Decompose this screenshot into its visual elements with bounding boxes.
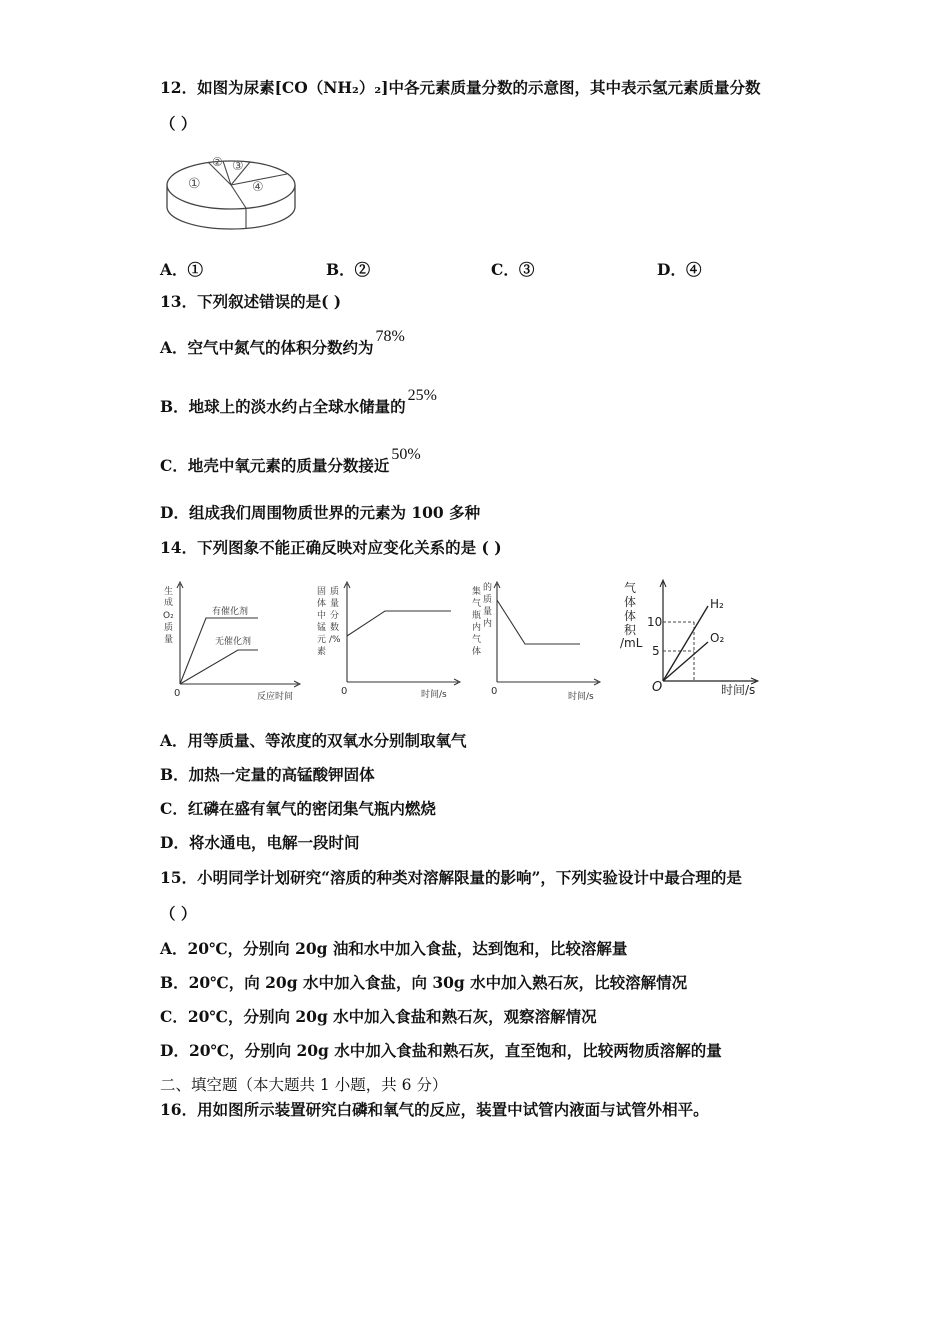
graph-b-ylabel1-1: 固 <box>317 587 327 597</box>
graph-b-origin: 0 <box>341 686 348 697</box>
graph-c-ylabel1-3: 瓶 <box>472 611 482 621</box>
q13-stem: 13．下列叙述错误的是( ) <box>160 292 342 311</box>
graph-d-origin: O <box>652 680 663 695</box>
q15-option-d: D．20℃，分别向 20g 水中加入食盐和熟石灰，直至饱和，比较两物质溶解的量 <box>160 1041 722 1060</box>
graph-b-ylabel2-5: /% <box>329 635 341 645</box>
graph-c-ylabel1-5: 气 <box>472 635 482 645</box>
q13-option-a-text: A．空气中氮气的体积分数约为 <box>160 338 374 357</box>
graph-b-ylabel1-5: 元 <box>317 635 327 645</box>
q14-graph-b <box>315 578 465 703</box>
q13-option-d: D．组成我们周围物质世界的元素为 100 多种 <box>160 503 481 522</box>
graph-b-ylabel2-6: 素 <box>317 647 327 657</box>
pie-label-3: ③ <box>232 159 244 174</box>
graph-d-ylabel-2: 体 <box>624 595 637 609</box>
q15-paren: （ ） <box>160 904 197 923</box>
q13-option-b <box>160 387 437 418</box>
q14-graph-d <box>618 576 778 706</box>
graph-a-ylabel-5: 量 <box>164 635 174 645</box>
graph-b-ylabel1-3: 中 <box>317 611 327 621</box>
q14-option-d: D．将水通电，电解一段时间 <box>160 833 360 852</box>
pie-label-1: ① <box>188 176 201 192</box>
q14-stem: 14．下列图象不能正确反映对应变化关系的是 ( ) <box>160 538 502 557</box>
graph-b-ylabel2-1: 质 <box>330 587 340 597</box>
graph-d-o2-label: O₂ <box>710 631 725 645</box>
graph-d-ylabel-3: 体 <box>624 609 637 623</box>
graph-b-xlabel: 时间/s <box>421 690 447 700</box>
graph-d-tick-10: 10 <box>647 615 663 629</box>
q13-option-b-value: 25% <box>407 387 437 404</box>
pie-label-4: ④ <box>252 180 264 195</box>
graph-b-ylabel1-2: 体 <box>317 599 327 609</box>
graph-a-curve2-label: 无催化剂 <box>215 637 252 647</box>
graph-c-ylabel1-1: 集 <box>472 587 482 597</box>
q12-stem: 12．如图为尿素[CO（NH₂）₂]中各元素质量分数的示意图，其中表示氢元素质量分数 <box>160 78 761 97</box>
graph-c-ylabel1-6: 体 <box>472 647 482 657</box>
q12-option-c: C．③ <box>491 260 535 279</box>
q12-paren: （ ） <box>160 114 197 133</box>
graph-c-ylabel2-3: 量 <box>483 607 493 617</box>
graph-c-ylabel2-4: 内 <box>483 619 493 629</box>
graph-d-ylabel-4: 积 <box>624 623 637 637</box>
q13-option-b-text: B．地球上的淡水约占全球水储量的 <box>160 397 406 416</box>
q13-option-a-value: 78% <box>375 328 405 345</box>
q13-option-a <box>160 328 405 359</box>
q14-option-c: C．红磷在盛有氧气的密闭集气瓶内燃烧 <box>160 799 436 818</box>
graph-b-ylabel2-2: 量 <box>330 599 340 609</box>
q13-option-c-text: C．地壳中氧元素的质量分数接近 <box>160 456 390 475</box>
graph-c-ylabel2-2: 质 <box>483 595 493 605</box>
q12-pie-figure <box>160 145 305 235</box>
graph-c-xlabel: 时间/s <box>568 692 594 702</box>
q12-option-a: A．① <box>160 260 204 279</box>
q15-option-c: C．20℃，分别向 20g 水中加入食盐和熟石灰，观察溶解情况 <box>160 1007 597 1026</box>
q14-option-b: B．加热一定量的高锰酸钾固体 <box>160 765 375 784</box>
graph-b-ylabel2-3: 分 <box>330 611 340 621</box>
graph-c-origin: 0 <box>491 686 498 697</box>
graph-a-origin: 0 <box>174 688 181 699</box>
q13-option-c-value: 50% <box>391 446 421 463</box>
graph-d-tick-5: 5 <box>652 644 660 658</box>
q12-option-d: D．④ <box>657 260 702 279</box>
section2-heading: 二、填空题（本大题共 1 小题，共 6 分） <box>160 1076 448 1094</box>
graph-d-h2-label: H₂ <box>710 597 724 611</box>
q14-option-a: A．用等质量、等浓度的双氧水分别制取氧气 <box>160 731 467 750</box>
q15-option-b: B．20℃，向 20g 水中加入食盐，向 30g 水中加入熟石灰，比较溶解情况 <box>160 973 688 992</box>
graph-c-ylabel1-2: 气 <box>472 599 482 609</box>
q12-option-b: B．② <box>326 260 371 279</box>
q14-graph-c <box>470 578 605 703</box>
graph-d-xlabel: 时间/s <box>721 683 756 697</box>
q16-stem: 16．用如图所示装置研究白磷和氧气的反应，装置中试管内液面与试管外相平。 <box>160 1100 709 1119</box>
q15-stem: 15．小明同学计划研究“溶质的种类对溶解限量的影响”，下列实验设计中最合理的是 <box>160 868 742 887</box>
q14-graph-a <box>160 578 305 703</box>
pie-label-2: ② <box>212 155 223 169</box>
graph-b-ylabel2-4: 数 <box>330 623 340 633</box>
graph-d-ylabel-1: 气 <box>624 581 637 595</box>
graph-a-ylabel-2: 成 <box>164 598 174 608</box>
graph-d-ylabel-5: /mL <box>620 636 643 650</box>
q15-option-a: A．20℃，分别向 20g 油和水中加入食盐，达到饱和，比较溶解量 <box>160 939 628 958</box>
graph-a-xlabel: 反应时间 <box>257 692 294 702</box>
graph-c-ylabel2-1: 的 <box>483 583 493 593</box>
graph-a-curve1-label: 有催化剂 <box>212 607 249 617</box>
graph-a-ylabel-3: O₂ <box>163 611 174 621</box>
graph-a-ylabel-1: 生 <box>164 587 174 597</box>
graph-b-ylabel1-4: 锰 <box>317 623 327 633</box>
graph-a-ylabel-4: 质 <box>164 623 174 633</box>
graph-c-ylabel1-4: 内 <box>472 623 482 633</box>
q13-option-c <box>160 446 421 477</box>
